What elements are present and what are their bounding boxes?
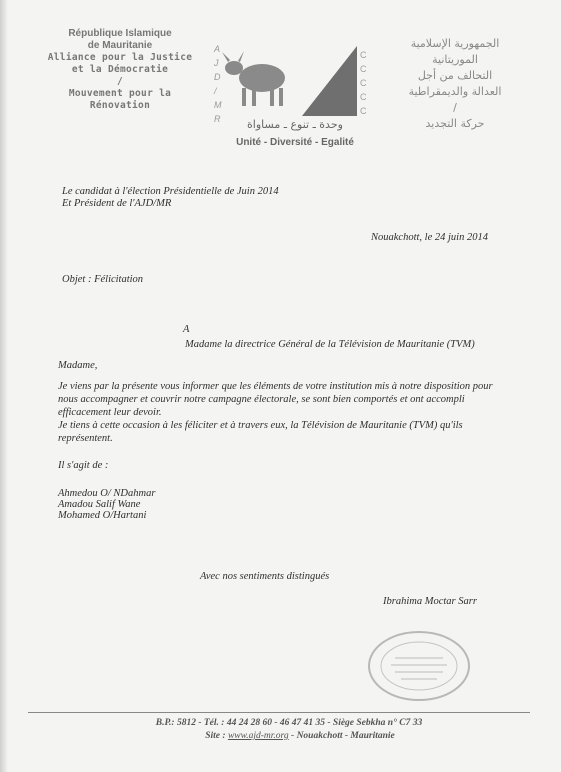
header-fr-line: Alliance pour la Justice <box>47 52 193 63</box>
svg-text:C: C <box>360 64 367 74</box>
logo-letter: R <box>214 114 221 124</box>
footer-location: - Nouakchott - Mauritanie <box>291 731 395 741</box>
body-paragraph: Je viens par la présente vous informer que les éléments de votre institution mis à notre disposition pour nous accompagner et couvrir notre campagne électorale, se sont bien comportés et ont accompli efficacement leur devoir. <box>58 381 493 418</box>
svg-text:C: C <box>360 78 367 88</box>
closing-line: Avec nos sentiments distingués <box>200 571 330 582</box>
header-ar-line: العدالة والديمقراطية <box>408 85 502 98</box>
footer-site-label: Site : <box>205 731 226 741</box>
website-link[interactable]: www.ajd-mr.org <box>227 731 289 741</box>
sender-block <box>62 186 279 210</box>
header-french <box>40 28 200 112</box>
header-fr-line: de Mauritanie <box>87 40 153 51</box>
sender-line: Le candidat à l'élection Présidentielle de Juin 2014 <box>62 186 279 197</box>
cow-icon <box>222 51 285 106</box>
logo-letter: J <box>214 58 219 68</box>
scan-shadow <box>0 0 8 772</box>
footer-site <box>160 731 440 741</box>
body-paragraph: Je tiens à cette occasion à les féliciter et à travers eux, la Télévision de Mauritanie (TVM) qu'ils représentent. <box>58 420 463 444</box>
svg-text:C: C <box>360 106 367 116</box>
header-fr-line: / <box>116 76 124 87</box>
addressee-prefix: A <box>183 324 190 335</box>
names-list <box>58 488 155 521</box>
header-ar-line: / <box>453 101 457 114</box>
svg-text:C: C <box>360 50 367 60</box>
list-intro: Il s'agit de : <box>58 460 109 471</box>
arc-letters <box>360 50 367 116</box>
letter-subject: Objet : Félicitation <box>62 274 144 285</box>
list-item: Ahmedou O/ NDahmar <box>58 488 156 499</box>
header-ar-line: التحالف من أجل <box>417 69 493 82</box>
logo-letter: A <box>214 44 221 54</box>
addressee: Madame la directrice Général de la Télévision de Mauritanie (TVM) <box>185 339 475 350</box>
svg-text:C: C <box>360 92 367 102</box>
official-stamp <box>365 628 473 704</box>
signer-name: Ibrahima Moctar Sarr <box>383 596 477 607</box>
logo-letter: M <box>214 100 222 110</box>
triangle-emblem <box>302 46 357 116</box>
motto-french: Unité - Diversité - Egalité <box>236 137 354 148</box>
list-item: Mohamed O/Hartani <box>58 510 147 521</box>
footer-contact: B.P.: 5812 - Tél. : 44 24 28 60 - 46 47 41 35 - Siège Sebkha n° C7 33 <box>155 718 423 728</box>
letter-date: Nouakchott, le 24 juin 2014 <box>371 232 488 243</box>
header-arabic <box>385 36 525 132</box>
header-fr-line: et la Démocratie <box>71 64 169 75</box>
vertical-letters <box>213 44 222 124</box>
party-logo <box>212 38 372 148</box>
sender-line: Et Président de l'AJD/MR <box>62 198 172 209</box>
header-ar-line: الموريتانية <box>432 53 478 66</box>
logo-letter: / <box>214 86 217 96</box>
motto-arabic: وحدة ـ تنوع ـ مساواة <box>247 118 343 131</box>
list-item: Amadou Salif Wane <box>58 499 141 510</box>
header-fr-line: République Islamique <box>68 28 172 39</box>
header-fr-line: Rénovation <box>89 100 151 111</box>
header-fr-line: Mouvement pour la <box>68 88 172 99</box>
header-ar-line: الجمهورية الإسلامية <box>410 37 500 50</box>
footer-divider <box>28 712 530 713</box>
salutation: Madame, <box>58 360 98 371</box>
header-ar-line: حركة التجديد <box>425 117 485 130</box>
logo-letter: D <box>214 72 221 82</box>
